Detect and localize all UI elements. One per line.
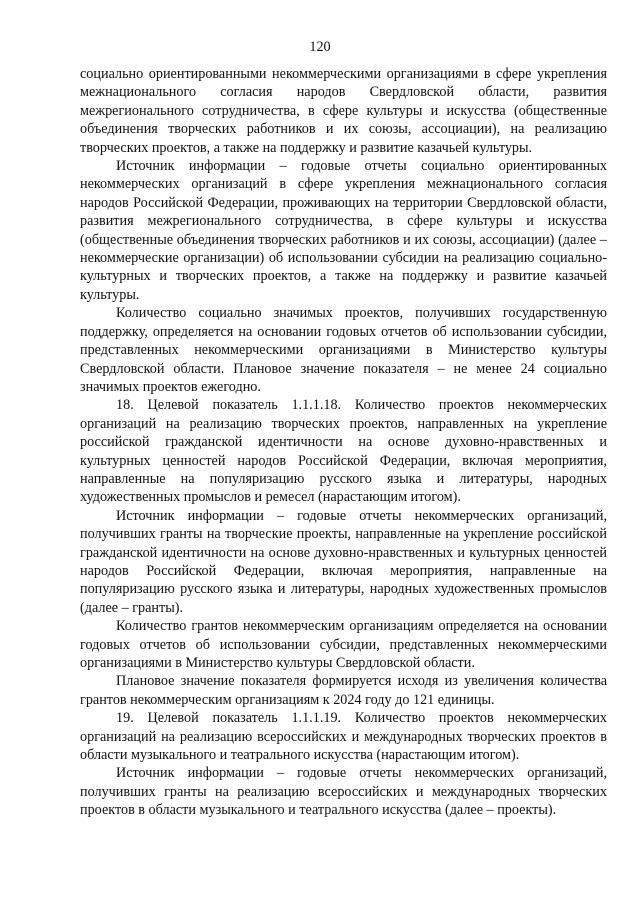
paragraph: 18. Целевой показатель 1.1.1.18. Количество проектов некоммерческих организаций на реализацию творческих проектов, направленных на укрепление российской гражданской идентичности на основе духовно-нравственных и культурных ценностей народов Российской Федерации, включая мероприятия, направленные на популяризацию русского языка и литературы, народных художественных промыслов и ремесел (нарастающим итогом). (80, 397, 607, 506)
paragraph: Количество грантов некоммерческим организациям определяется на основании годовых отчетов об использовании субсидии, представленных некоммерческими организациями в Министерство культуры Свердловской области. (80, 618, 607, 671)
paragraph: Источник информации – годовые отчеты некоммерческих организаций, получивших гранты на творческие проекты, направленные на укрепление российской гражданской идентичности на основе духовно-нравственных и культурных ценностей народов Российской Федерации, включая мероприятия, направленные на популяризацию русского языка и литературы, народных художественных промыслов (далее – гранты). (80, 507, 607, 616)
paragraph: Источник информации – годовые отчеты социально ориентированных некоммерческих организаций в сфере укрепления межнационального согласия народов Российской Федерации, проживающих на территории Свердловской области, развития межрегионального сотрудничества, в сфере культуры и искусства (общественные объединения творческих работников и их союзы, ассоциации) (далее – некоммерческие организации) об использовании субсидии на реализацию социально-культурных и творческих проектов, а также на поддержку и развитие казачьей культуры. (80, 158, 607, 303)
paragraph: Количество социально значимых проектов, получивших государственную поддержку, определяется на основании годовых отчетов об использовании субсидии, представленных некоммерческими организациями в Министерство культуры Свердловской области. Плановое значение показателя – не менее 24 социально значимых проектов ежегодно. (80, 305, 607, 395)
page-number: 120 (309, 39, 331, 55)
paragraph: 19. Целевой показатель 1.1.1.19. Количество проектов некоммерческих организаций на реализацию всероссийских и международных творческих проектов в области музыкального и театрального искусства (нарастающим итогом). (80, 710, 607, 764)
paragraph: социально ориентированными некоммерческими организациями в сфере укрепления межнационального согласия народов Свердловской области, развития межрегионального сотрудничества, в сфере культуры и искусства (общественные объединения творческих работников и их союзы, ассоциации), на реализацию творческих проектов, а также на поддержку и развитие казачьей культуры. (80, 66, 607, 156)
paragraph: Источник информации – годовые отчеты некоммерческих организаций, получивших гранты на реализацию всероссийских и международных творческих проектов в области музыкального и театрального искусства (далее – проекты). (80, 765, 607, 819)
document-body (80, 65, 607, 820)
paragraph: Плановое значение показателя формируется исходя из увеличения количества грантов некоммерческим организациям к 2024 году до 121 единицы. (80, 673, 607, 708)
